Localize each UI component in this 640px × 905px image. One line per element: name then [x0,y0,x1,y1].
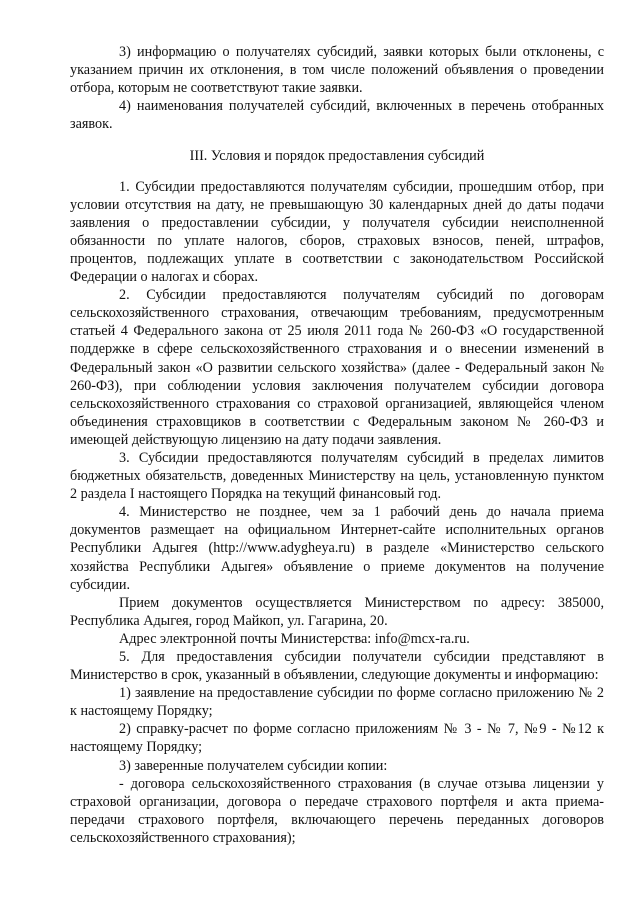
paragraph-clause-2: 2. Субсидии предоставляются получателям субсидий по договорам сельскохозяйственного страхования, отвечающим требованиям, предусмотренным статьей 4 Федерального закона от 25 июля 2011 года № 260-ФЗ «О государственной поддержке в сфере сельскохозяйственного страхования и о внесении изменений в Федеральный закон «О развитии сельского хозяйства» (далее - Федеральный закон № 260-ФЗ), при соблюдении условия заключения получателем субсидии договора сельскохозяйственного страхования со страховой организацией, являющейся членом объединения страховщиков в соответствии с Федеральным законом № 260-ФЗ и имеющей действующую лицензию на дату подачи заявления. [70,287,604,448]
paragraph-clause-3: 3. Субсидии предоставляются получателям субсидий в пределах лимитов бюджетных обязательств, доведенных Министерству на цель, установленную пунктом 2 раздела I настоящего Порядка на текущий финансовый год. [70,449,604,503]
paragraph-clause-1: 1. Субсидии предоставляются получателям субсидии, прошедшим отбор, при условии отсутствия на дату, не превышающую 30 календарных дней до даты подачи заявления о предоставлении субсидии, у получателя субсидии неисполненной обязанности по уплате налогов, сборов, страховых взносов, пеней, штрафов, процентов, подлежащих уплате в соответствии с законодательством Российской Федерации о налогах и сборах. [70,178,604,286]
paragraph-clause-4: 4. Министерство не позднее, чем за 1 рабочий день до начала приема документов размещает на официальном Интернет-сайте исполнительных органов Республики Адыгея (http://www.adygheya.ru) в разделе «Министерство сельского хозяйства Республики Адыгея» объявление о приеме документов на получение субсидии. [70,504,604,593]
paragraph-list-item-1: 1) заявление на предоставление субсидии по форме согласно приложению № 2 к настоящему Порядку; [70,685,604,720]
paragraph-list-item-2: 2) справку-расчет по форме согласно приложениям № 3 - № 7, №9 - №12 к настоящему Порядку; [70,721,604,756]
section-heading: III. Условия и порядок предоставления субсидий [189,148,485,165]
paragraph-item-3-rejected: 3) информацию о получателях субсидий, заявки которых были отклонены, с указанием причин их отклонения, в том числе положений объявления о проведении отбора, которым не соответствуют такие заявки. [70,44,604,97]
paragraph-clause-5: 5. Для предоставления субсидии получатели субсидии представляют в Министерство в срок, указанный в объявлении, следующие документы и информацию: [70,649,604,684]
paragraph-email: Адрес электронной почты Министерства: info@mcx-ra.ru. [119,630,470,647]
paragraph-address: Прием документов осуществляется Министерством по адресу: 385000, Республика Адыгея, город Майкоп, ул. Гагарина, 20. [70,594,604,629]
paragraph-item-4-selected: 4) наименования получателей субсидий, включенных в перечень отобранных заявок. [70,98,604,133]
paragraph-dash-item: - договора сельскохозяйственного страхования (в случае отзыва лицензии у страховой организации, договора о передаче страхового портфеля и акта приема-передачи страхового портфеля, включающего перечень переданных договоров сельскохозяйственного страхования); [70,775,604,846]
paragraph-list-item-3: 3) заверенные получателем субсидии копии: [119,757,388,774]
